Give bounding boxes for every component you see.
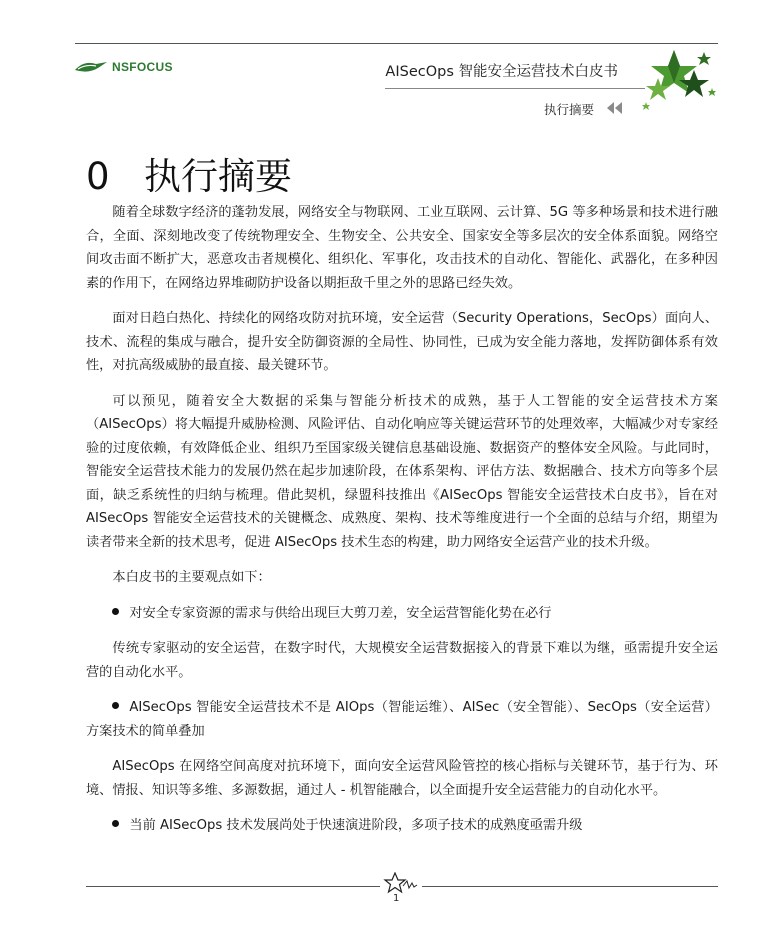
bullet-dot-icon [112, 608, 119, 615]
page-number: 1 [393, 893, 400, 904]
paragraph-key-points-intro: 本白皮书的主要观点如下： [112, 570, 271, 585]
logo-text: NSFOCUS [112, 60, 173, 74]
paragraph-aisecops: 可以预见，随着安全大数据的采集与智能分析技术的成熟，基于人工智能的安全运营技术方案（AISecOps）将大幅提升威胁检测、风险评估、自动化响应等关键运营环节的处理效率，大幅减少对专家经验的过度依赖，有效降低企业、组织乃至国家级关键信息基础设施、数据资产的整体安全风险。与此同时，智能安全运营技术能力的发展仍然在起步加速阶段，在体系架构、评估方法、数据融合、技术方向等多个层面，缺乏系统性的归纳与梳理。借此契机，绿盟科技推出《AISecOps 智能安全运营技术白皮书》，旨在对 AISecOps 智能安全运营技术的关键概念、成熟度、架构、技术等维度进行一个全面的总结与介绍，期望为读者带来全新的技术思考，促进 AISecOps 技术生态的构建，助力网络安全运营产业的技术升级。 [86, 393, 718, 550]
paragraph-aisecops-definition: AISecOps 在网络空间高度对抗环境下，面向安全运营风险管控的核心指标与关键环节，基于行为、环境、情报、知识等多维、多源数据，通过人 - 机智能融合，以全面提升安全运营能力的自动化水平。 [86, 759, 718, 798]
company-logo [74, 59, 173, 75]
chapter-number: 0 [86, 155, 110, 198]
section-tag: 执行摘要 [543, 102, 594, 117]
footer-rule-left [86, 886, 380, 887]
document-title: AISecOps 智能安全运营技术白皮书 [385, 64, 618, 80]
bullet-item [86, 814, 718, 838]
paragraph-expert-driven: 传统专家驱动的安全运营，在数字时代，大规模安全运营数据接入的背景下难以为继，亟需提升安全运营的自动化水平。 [86, 641, 718, 680]
bullet-item [86, 696, 718, 743]
bullet-text: AISecOps 智能安全运营技术不是 AIOps（智能运维）、AISec（安全智能）、SecOps（安全运营）方案技术的简单叠加 [86, 700, 718, 739]
header-top-rule [75, 43, 718, 44]
footer-star-icon [383, 872, 419, 894]
green-stars-icon [636, 44, 718, 114]
bullet-text: 当前 AISecOps 技术发展尚处于快速演进阶段，多项子技术的成熟度亟需升级 [129, 818, 583, 833]
logo-mark-icon [74, 60, 108, 74]
bullet-dot-icon [112, 820, 119, 827]
body-content [86, 201, 718, 850]
footer-rule-right [422, 886, 718, 887]
bullet-item [86, 602, 718, 626]
bullet-dot-icon [112, 702, 119, 709]
paragraph-secops: 面对日趋白热化、持续化的网络攻防对抗环境，安全运营（Security Operations，SecOps）面向人、技术、流程的集成与融合，提升安全防御资源的全局性、协同性，已成为安全能力落地，发挥防御体系有效性，对抗高级威胁的最直接、最关键环节。 [86, 311, 718, 373]
bullet-text: 对安全专家资源的需求与供给出现巨大剪刀差，安全运营智能化势在必行 [129, 605, 552, 621]
paragraph-intro: 随着全球数字经济的蓬勃发展，网络安全与物联网、工业互联网、云计算、5G 等多种场景和技术进行融合，全面、深刻地改变了传统物理安全、生物安全、公共安全、国家安全等多层次的安全体系面貌。网络空间攻击面不断扩大，恶意攻击者规模化、组织化、军事化，攻击技术的自动化、智能化、武器化，在多种因素的作用下，在网络边界堆砌防护设备以期拒敌千里之外的思路已经失效。 [86, 205, 718, 291]
header-divider [385, 88, 645, 89]
chapter-heading [86, 146, 292, 200]
double-chevron-left-icon [606, 101, 624, 115]
chapter-title: 执行摘要 [144, 155, 292, 198]
